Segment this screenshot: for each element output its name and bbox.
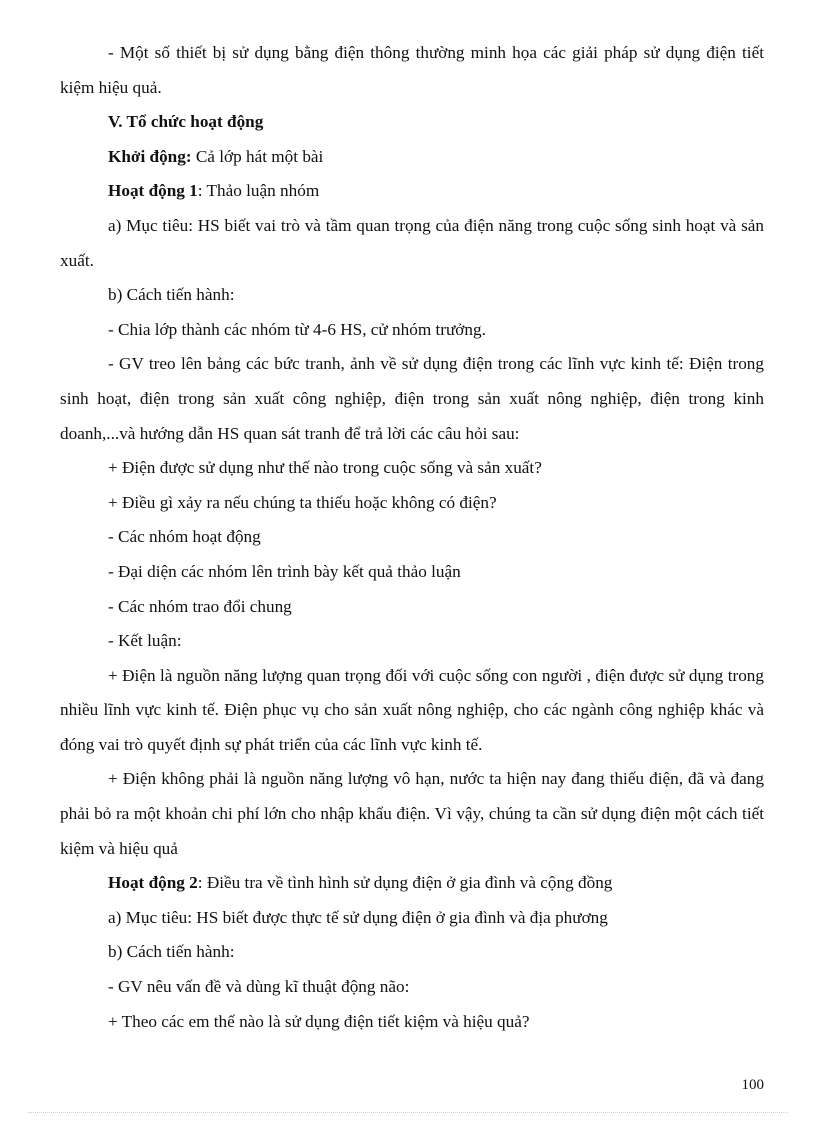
- document-body: [60, 36, 764, 1039]
- list-item: - GV nêu vấn đề và dùng kĩ thuật động não:: [108, 977, 410, 997]
- list-item: + Điện không phải là nguồn năng lượng vô hạn, nước ta hiện nay đang thiếu điện, đã và đang phải bỏ ra một khoản chi phí lớn cho nhập khẩu điện. Vì vậy, chúng ta cần sử dụng điện một cách tiết kiệm và hiệu quả: [60, 769, 764, 858]
- paragraph: - Một số thiết bị sử dụng bằng điện thông thường minh họa các giải pháp sử dụng điện tiết kiệm hiệu quả.: [60, 43, 764, 97]
- page-number: 100: [741, 1077, 764, 1093]
- paragraph-text: Cả lớp hát một bài: [191, 146, 324, 166]
- activity-title: : Thảo luận nhóm: [197, 181, 320, 201]
- section-heading-text: V. Tổ chức hoạt động: [108, 112, 264, 132]
- paragraph: a) Mục tiêu: HS biết được thực tế sử dụng điện ở gia đình và địa phương: [108, 907, 608, 927]
- list-item: - Các nhóm trao đổi chung: [108, 596, 292, 616]
- paragraph: b) Cách tiến hành:: [108, 285, 235, 305]
- activity-title: : Điều tra về tình hình sử dụng điện ở gia đình và cộng đồng: [197, 873, 613, 893]
- paragraph-label: Khởi động:: [108, 146, 192, 166]
- list-item: + Theo các em thế nào là sử dụng điện tiết kiệm và hiệu quả?: [108, 1011, 530, 1031]
- list-item: - Chia lớp thành các nhóm từ 4-6 HS, cử nhóm trưởng.: [108, 319, 486, 339]
- list-item: + Điện là nguồn năng lượng quan trọng đối với cuộc sống con người , điện được sử dụng trong nhiều lĩnh vực kinh tế. Điện phục vụ cho sản xuất nông nghiệp, cho các ngành công nghiệp khác và đóng vai trò quyết định sự phát triển của các lĩnh vực kinh tế.: [60, 665, 764, 754]
- list-item: - GV treo lên bảng các bức tranh, ảnh về sử dụng điện trong các lĩnh vực kinh tế: Điện trong sinh hoạt, điện trong sản xuất công nghiệp, điện trong sản xuất nông nghiệp, điện trong kinh doanh,...và hướng dẫn HS quan sát tranh để trả lời các câu hỏi sau:: [60, 354, 764, 443]
- activity-label: Hoạt động 1: [108, 181, 198, 201]
- list-item: - Kết luận:: [108, 631, 182, 651]
- section-heading: [60, 105, 764, 140]
- paragraph: b) Cách tiến hành:: [108, 942, 235, 962]
- list-item: + Điện được sử dụng như thế nào trong cuộc sống và sản xuất?: [108, 458, 542, 478]
- activity-heading: [60, 174, 764, 209]
- activity-label: Hoạt động 2: [108, 873, 198, 893]
- list-item: - Các nhóm hoạt động: [108, 527, 261, 547]
- paragraph: [60, 140, 764, 175]
- list-item: + Điều gì xảy ra nếu chúng ta thiếu hoặc không có điện?: [108, 492, 497, 512]
- footer-divider: [28, 1112, 788, 1113]
- list-item: - Đại diện các nhóm lên trình bày kết quả thảo luận: [108, 561, 461, 581]
- activity-heading: [60, 866, 764, 901]
- paragraph: a) Mục tiêu: HS biết vai trò và tầm quan trọng của điện năng trong cuộc sống sinh hoạt và sản xuất.: [60, 215, 764, 270]
